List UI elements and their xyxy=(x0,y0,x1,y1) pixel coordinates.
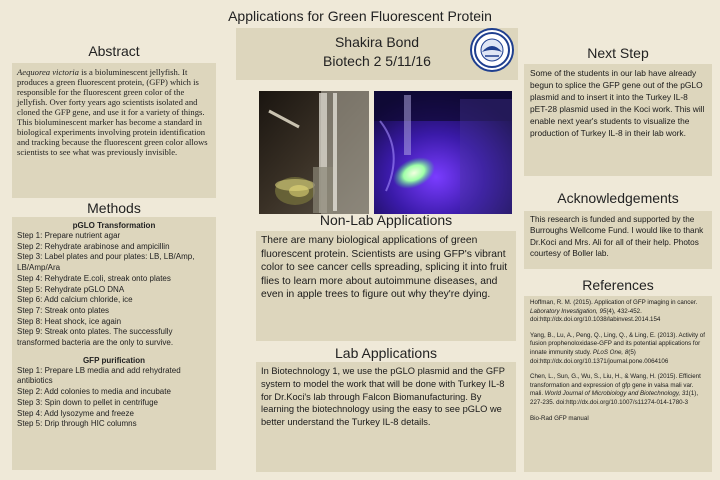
pglo-step: Step 5: Rehydrate pGLO DNA xyxy=(17,284,125,294)
gfp-subheading: GFP purification xyxy=(82,355,146,365)
nextstep-text: Some of the students in our lab have already begun to splice the GFP gene out of the pGLO plasmid and to insert it into the Turkey IL-8 pET-28 plasmid used in the Koci work. This will enable next year's students to visualize the production of Turkey IL-8 in their lab work. xyxy=(530,68,705,138)
lab-panel xyxy=(256,362,516,472)
ack-heading: Acknowledgements xyxy=(557,190,679,206)
gfp-step: Step 3: Spin down to pellet in centrifuge xyxy=(17,397,158,407)
pglo-subheading: pGLO Transformation xyxy=(72,221,156,230)
abstract-organism: Aequorea victoria xyxy=(17,67,79,77)
pglo-step: Step 6: Add calcium chloride, ice xyxy=(17,295,133,305)
reference-item: Bio-Rad GFP manual xyxy=(530,414,589,422)
pglo-step: Step 1: Prepare nutrient agar xyxy=(17,231,121,240)
nonlab-panel xyxy=(256,231,516,341)
school-seal-logo xyxy=(470,28,514,72)
gfp-step: Step 4: Add lysozyme and freeze xyxy=(17,408,134,418)
pglo-step: Step 7: Streak onto plates xyxy=(17,305,110,315)
abstract-heading: Abstract xyxy=(88,43,140,59)
nextstep-heading: Next Step xyxy=(587,45,649,61)
reference-item: Yang, B., Lu, A., Peng, Q., Ling, Q., & Ling, E. (2013). Activity of fusion prophenoloxidase-GFP and its potential applications for innate immunity study. PLoS One, 8(5) doi:http://dx.doi.org/10.1371/journal.pone.0064106 xyxy=(530,331,705,365)
pglo-step-list xyxy=(17,231,211,349)
pglo-step: Step 4: Rehydrate E.coli, streak onto plates xyxy=(17,273,171,283)
abstract-body: is a bioluminescent jellyfish. It produces a green fluorescent protein, (GFP) which is responsible for the fluorescent green color of the jellyfish. Over forty years ago scientists isolated and cloned the GFP gene, and use it for a variety of things. This bioluminescent marker has become a standard in biological experiments involving protein identification and tracking because the fluorescent green color allows scientists to see what was previously invisible. xyxy=(17,67,208,157)
methods-heading: Methods xyxy=(87,200,141,216)
pglo-step: Step 3: Label plates and pour plates: LB, LB/Amp, LB/Amp/Ara xyxy=(17,252,195,273)
reference-item: Chen, L., Sun, G., Wu, S., Liu, H., & Wang, H. (2015). Efficient transformation and expression of gfp gene in valsa mali var. mali. World Journal of Microbiology and Biotechnology, 31(1), 227-235. doi:http://dx.doi.org/10.1007/s11274-014-1780-3 xyxy=(530,373,701,406)
reference-item: Hoffman, R. M. (2015). Application of GFP imaging in cancer. Laboratory Investigation, 95(4), 432-452. doi:http://dx.doi.org/10.1038/labinvest.2014.154 xyxy=(530,299,698,324)
pglo-step: Step 9: Streak onto plates. The successfully transformed bacteria are the only to survive. xyxy=(17,327,174,348)
gfp-glow-photo xyxy=(374,91,512,214)
nonlab-text: There are many biological applications of green fluorescent protein. Scientists are using GFP's vibrant color to see cancer cells spreading, splicing it into fruit flies to learn more about autoimmune diseases, and even in apple trees to figure out why they're dying. xyxy=(261,235,508,301)
lab-heading: Lab Applications xyxy=(335,345,437,361)
author-name: Shakira Bond xyxy=(334,34,420,50)
lab-text: In Biotechnology 1, we use the pGLO plasmid and the GFP system to model the work that will be done with Turkey IL-8 for Dr.Koci's lab through Falcon Biomanufacturing. By learning the biotechnology using the easy to see pGLO we better understand the Turkey IL-8 details. xyxy=(261,366,505,428)
pglo-step: Step 2: Rehydrate arabinose and ampicillin xyxy=(17,241,170,251)
nextstep-panel xyxy=(524,64,712,176)
refs-heading: References xyxy=(582,277,654,293)
gfp-step: Step 1: Prepare LB media and add rehydrated antibiotics xyxy=(17,365,181,386)
pglo-step: Step 8: Heat shock, ice again xyxy=(17,316,122,326)
poster-title: Applications for Green Fluorescent Protein xyxy=(228,8,492,24)
methods-panel xyxy=(12,217,216,470)
ack-text: This research is funded and supported by the Burroughs Wellcome Fund. I would like to thank Dr.Koci and Mrs. Ali for all of their help. Photos courtesy of Boller lab. xyxy=(530,215,704,259)
lab-bench-photo xyxy=(259,91,369,214)
gfp-step: Step 2: Add colonies to media and incubate xyxy=(17,387,171,397)
refs-panel xyxy=(524,296,712,472)
course-date: Biotech 2 5/11/16 xyxy=(323,53,431,69)
seal-icon xyxy=(472,30,512,70)
gfp-step: Step 5: Drip through HIC columns xyxy=(17,419,137,429)
ack-panel xyxy=(524,211,712,269)
abstract-panel xyxy=(12,63,216,198)
abstract-text xyxy=(17,67,211,157)
gfp-step-list xyxy=(17,366,211,430)
nonlab-heading: Non-Lab Applications xyxy=(319,212,453,228)
